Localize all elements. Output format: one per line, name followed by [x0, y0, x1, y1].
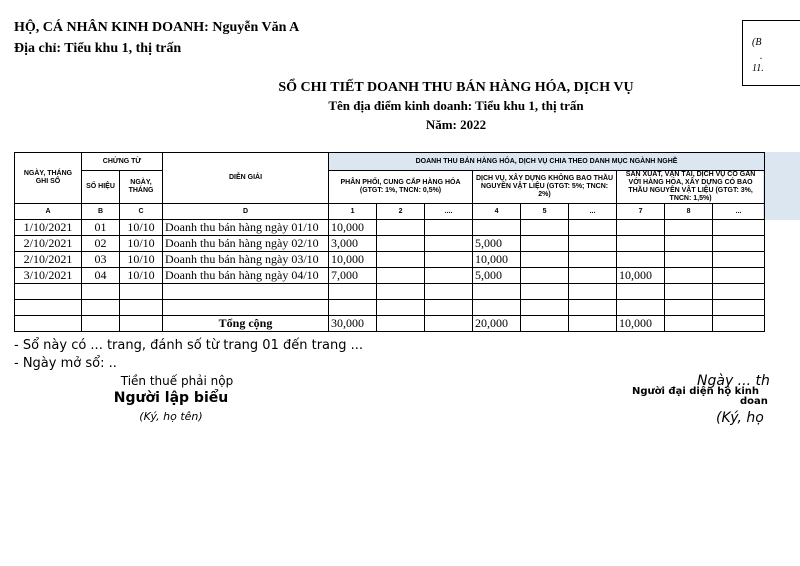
table-cell: [377, 252, 425, 268]
header-description: DIỄN GIẢI: [163, 153, 329, 204]
note-pages: - Sổ này có ... trang, đánh số từ trang 01 đến trang ...: [14, 338, 364, 353]
representative-title: Người đại diện hộ kinh: [632, 386, 759, 397]
table-row: [15, 268, 765, 284]
total-cell: [665, 316, 713, 332]
form-box-line-2: .: [760, 51, 763, 62]
letter-cell: 1: [329, 204, 377, 220]
letter-cell: 8: [665, 204, 713, 220]
total-row: [15, 316, 765, 332]
table-cell: Doanh thu bán hàng ngày 01/10: [163, 220, 329, 236]
tax-payable-label: Tiền thuế phải nộp: [120, 374, 234, 388]
table-cell: [329, 300, 377, 316]
table-row: [15, 220, 765, 236]
table-cell: [473, 300, 521, 316]
table-cell: [329, 284, 377, 300]
letter-cell: ....: [425, 204, 473, 220]
total-cell: [377, 316, 425, 332]
total-cell: [521, 316, 569, 332]
table-cell: 10,000: [473, 252, 521, 268]
total-cell: 10,000: [617, 316, 665, 332]
letter-cell: 5: [521, 204, 569, 220]
table-cell: [521, 284, 569, 300]
table-cell: [713, 236, 765, 252]
table-cell: 10/10: [120, 268, 163, 284]
table-cell: [665, 236, 713, 252]
table-cell: [377, 236, 425, 252]
form-box-line-1: (B: [752, 37, 762, 48]
table-cell: [569, 220, 617, 236]
header-revenue-group: DOANH THU BÁN HÀNG HÓA, DỊCH VỤ CHIA THEO DANH MỤC NGÀNH NGHỀ: [329, 153, 765, 171]
total-cell: 20,000: [473, 316, 521, 332]
total-cell: [713, 316, 765, 332]
letter-cell: A: [15, 204, 82, 220]
sign-date: Ngày ... th: [697, 373, 770, 389]
total-cell: [569, 316, 617, 332]
letter-row: [15, 204, 765, 220]
table-cell: [425, 268, 473, 284]
table-cell: [82, 284, 120, 300]
table-cell: [569, 284, 617, 300]
header-group-1: PHÂN PHỐI, CUNG CẤP HÀNG HÓA (GTGT: 1%, TNCN: 0,5%): [329, 171, 473, 204]
table-cell: [569, 268, 617, 284]
table-cell: [120, 284, 163, 300]
table-cell: [377, 300, 425, 316]
location-line: Tên địa điểm kinh doanh: Tiểu khu 1, thị trấn: [328, 98, 584, 113]
table-cell: [617, 220, 665, 236]
letter-cell: B: [82, 204, 120, 220]
table-cell: [713, 252, 765, 268]
table-cell: [569, 300, 617, 316]
table-cell: 10,000: [329, 252, 377, 268]
ledger-title: SỔ CHI TIẾT DOANH THU BÁN HÀNG HÓA, DỊCH VỤ: [278, 80, 634, 95]
table-cell: 3,000: [329, 236, 377, 252]
total-label: Tổng cộng: [163, 316, 329, 332]
table-cell: [665, 300, 713, 316]
table-cell: 10/10: [120, 236, 163, 252]
table-cell: [425, 284, 473, 300]
preparer-sign-note: (Ký, họ tên): [139, 410, 203, 423]
table-cell: [713, 268, 765, 284]
table-cell: 04: [82, 268, 120, 284]
table-cell: 1/10/2021: [15, 220, 82, 236]
table-cell: [425, 252, 473, 268]
total-cell: [425, 316, 473, 332]
header-voucher: CHỨNG TỪ: [82, 153, 163, 171]
table-cell: 01: [82, 220, 120, 236]
table-cell: [569, 236, 617, 252]
total-cell: 30,000: [329, 316, 377, 332]
representative-sign-note: (Ký, họ: [716, 410, 764, 426]
table-cell: 10,000: [617, 268, 665, 284]
table-cell: [82, 300, 120, 316]
table-cell: [521, 236, 569, 252]
table-cell: [425, 300, 473, 316]
header-group-3: SẢN XUẤT, VẬN TẢI, DỊCH VỤ CÓ GẮN VỚI HÀNG HÓA, XÂY DỰNG CÓ BAO THẦU NGUYÊN VẬT LIỆU (GTGT: 3%, TNCN: 1,5%): [617, 171, 765, 204]
header-band: [763, 152, 800, 220]
table-cell: [665, 252, 713, 268]
form-box-line-3: 11.: [752, 63, 764, 74]
table-cell: Doanh thu bán hàng ngày 02/10: [163, 236, 329, 252]
table-cell: [15, 300, 82, 316]
table-cell: [617, 300, 665, 316]
table-cell: [120, 300, 163, 316]
table-cell: [713, 220, 765, 236]
table-cell: [377, 268, 425, 284]
year-line: Năm: 2022: [425, 117, 487, 132]
letter-cell: 4: [473, 204, 521, 220]
total-blank: [82, 316, 120, 332]
table-cell: 02: [82, 236, 120, 252]
table-row: [15, 300, 765, 316]
form-number-box: [742, 20, 800, 86]
table-cell: [163, 300, 329, 316]
letter-cell: D: [163, 204, 329, 220]
table-cell: 10,000: [329, 220, 377, 236]
letter-cell: 7: [617, 204, 665, 220]
total-blank: [15, 316, 82, 332]
letter-cell: 2: [377, 204, 425, 220]
table-cell: [473, 220, 521, 236]
business-owner-line: HỘ, CÁ NHÂN KINH DOANH: Nguyễn Văn A: [14, 20, 300, 35]
letter-cell: ...: [713, 204, 765, 220]
note-open-date: - Ngày mở sổ: ..: [14, 356, 117, 371]
table-cell: 10/10: [120, 252, 163, 268]
table-cell: 2/10/2021: [15, 252, 82, 268]
preparer-title: Người lập biểu: [113, 390, 229, 406]
total-blank: [120, 316, 163, 332]
table-cell: Doanh thu bán hàng ngày 03/10: [163, 252, 329, 268]
header-group-2: DỊCH VỤ, XÂY DỰNG KHÔNG BAO THẦU NGUYÊN VẬT LIỆU (GTGT: 5%; TNCN: 2%): [473, 171, 617, 204]
table-cell: 5,000: [473, 236, 521, 252]
table-cell: [521, 252, 569, 268]
table-cell: [713, 300, 765, 316]
table-cell: [617, 284, 665, 300]
table-cell: [521, 300, 569, 316]
table-cell: Doanh thu bán hàng ngày 04/10: [163, 268, 329, 284]
table-cell: [473, 284, 521, 300]
table-cell: [163, 284, 329, 300]
address-line: Địa chỉ: Tiểu khu 1, thị trấn: [14, 41, 182, 56]
table-cell: [377, 284, 425, 300]
table-cell: 03: [82, 252, 120, 268]
header-voucher-no: SỐ HIỆU: [82, 171, 120, 204]
table-cell: [617, 236, 665, 252]
table-cell: [521, 268, 569, 284]
table-cell: 5,000: [473, 268, 521, 284]
table-row: [15, 284, 765, 300]
table-cell: [425, 236, 473, 252]
revenue-ledger-table: [14, 152, 765, 332]
table-cell: [377, 220, 425, 236]
table-cell: [713, 284, 765, 300]
table-cell: [665, 284, 713, 300]
table-cell: 10/10: [120, 220, 163, 236]
header-date: NGÀY, THÁNG GHI SỔ: [15, 153, 82, 204]
table-cell: 2/10/2021: [15, 236, 82, 252]
table-row: [15, 236, 765, 252]
table-cell: [665, 268, 713, 284]
table-cell: [665, 220, 713, 236]
letter-cell: ...: [569, 204, 617, 220]
table-cell: 7,000: [329, 268, 377, 284]
header-voucher-date: NGÀY, THÁNG: [120, 171, 163, 204]
table-row: [15, 252, 765, 268]
letter-cell: C: [120, 204, 163, 220]
table-cell: [521, 220, 569, 236]
table-cell: [569, 252, 617, 268]
representative-title-cont: doan: [740, 396, 768, 407]
table-cell: [617, 252, 665, 268]
table-cell: [15, 284, 82, 300]
table-cell: 3/10/2021: [15, 268, 82, 284]
table-cell: [425, 220, 473, 236]
